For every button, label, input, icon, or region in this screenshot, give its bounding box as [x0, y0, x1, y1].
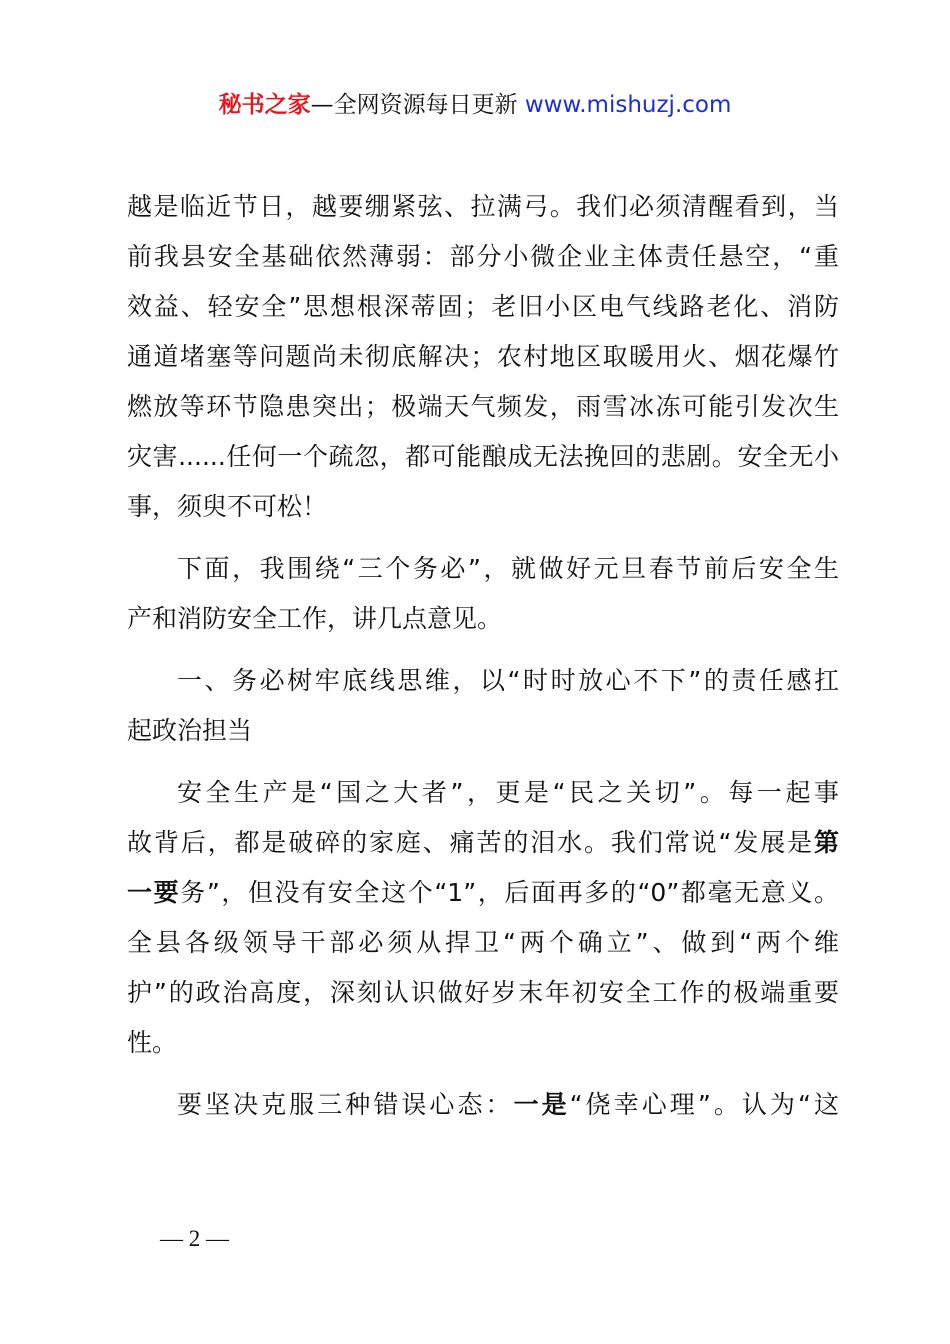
header-brand: 秘书之家	[218, 92, 311, 118]
text-line: 灾害......任何一个疏忽，都可能酿成无法挽回的悲剧。安全无小	[127, 442, 839, 471]
text-line: 前我县安全基础依然薄弱：部分小微企业主体责任悬空，“重	[127, 242, 839, 271]
bold-text: 一是	[513, 1090, 570, 1119]
bold-text: 第	[813, 828, 839, 857]
paragraph-1	[127, 182, 839, 532]
text-segment: 要坚决克服三种错误心态：	[177, 1090, 514, 1119]
text-line: 产和消防安全工作，讲几点意见。	[127, 604, 503, 633]
text-line	[127, 818, 839, 868]
text-segment: 故背后，都是破碎的家庭、痛苦的泪水。我们常说“发展是	[127, 828, 814, 857]
header-url-link[interactable]: www.mishuzj.com	[524, 92, 732, 118]
text-line: 燃放等环节隐患突出；极端天气频发，雨雪冰冻可能引发次生	[127, 392, 839, 421]
paragraph-5	[127, 1080, 839, 1130]
text-line	[127, 1080, 839, 1130]
text-line: 事，须臾不可松！	[127, 492, 328, 521]
text-line	[127, 868, 839, 918]
bold-text: 一要	[127, 878, 181, 907]
section-heading-1	[127, 656, 839, 756]
header-tagline: —全网资源每日更新	[310, 92, 525, 118]
text-line: 越是临近节日，越要绷紧弦、拉满弓。我们必须清醒看到，当	[127, 192, 839, 221]
text-line: 护”的政治高度，深刻认识做好岁末年初安全工作的极端重要	[127, 978, 839, 1007]
document-body	[127, 182, 839, 1142]
paragraph-2	[127, 544, 839, 644]
text-line: 效益、轻安全”思想根深蒂固；老旧小区电气线路老化、消防	[127, 292, 839, 321]
page-number: — 2 —	[160, 1226, 229, 1251]
text-line: 性。	[127, 1028, 178, 1057]
text-line: 全县各级领导干部必须从捍卫“两个确立”、做到“两个维	[127, 928, 839, 957]
text-line: 安全生产是“国之大者”，更是“民之关切”。每一起事	[177, 778, 839, 807]
text-line: 通道堵塞等问题尚未彻底解决；农村地区取暖用火、烟花爆竹	[127, 342, 839, 371]
paragraph-4	[127, 768, 839, 1068]
heading-line: 起政治担当	[127, 716, 253, 745]
site-header	[0, 88, 950, 122]
text-segment: 务”，但没有安全这个“1”，后面再多的“0”都毫无意义。	[180, 878, 839, 907]
heading-line: 一、务必树牢底线思维，以“时时放心不下”的责任感扛	[177, 666, 839, 695]
text-line: 下面，我围绕“三个务必”，就做好元旦春节前后安全生	[177, 554, 839, 583]
text-segment: “侥幸心理”。认为“这	[569, 1090, 839, 1119]
